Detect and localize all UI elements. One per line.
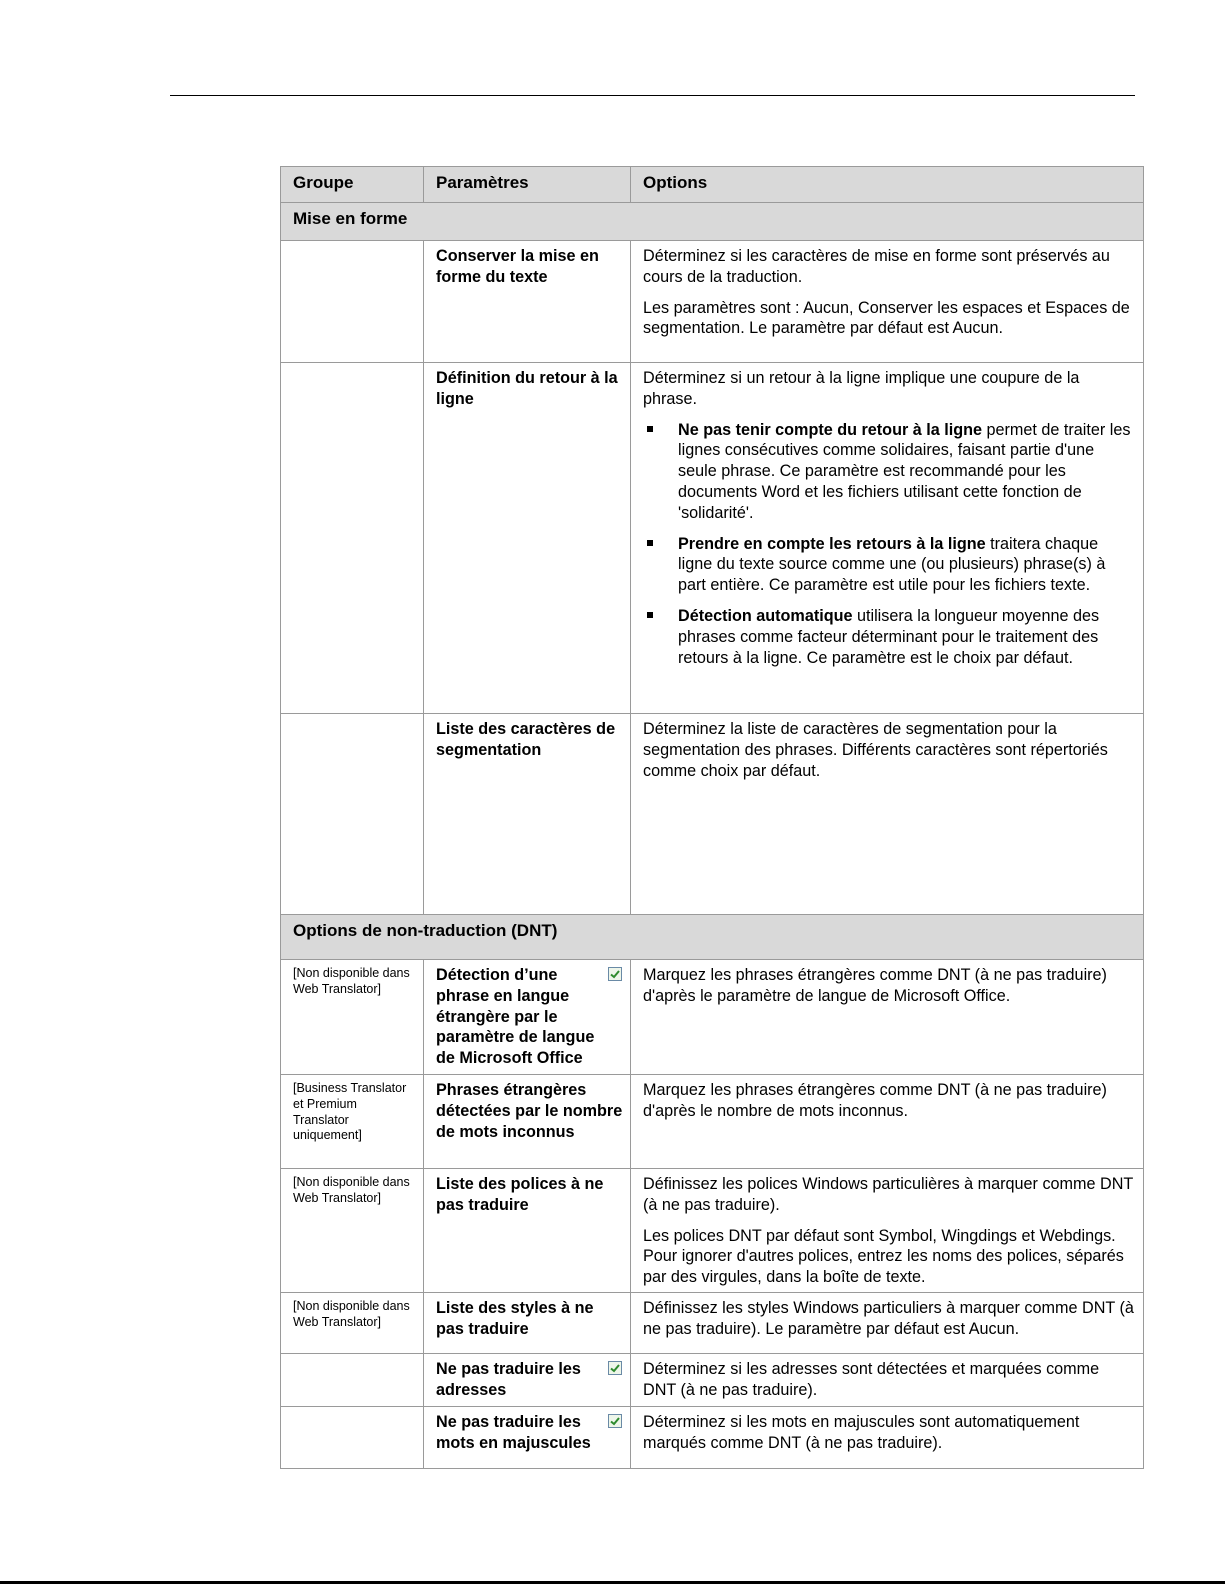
option-paragraph: Définissez les styles Windows particuliers à marquer comme DNT (à ne pas traduire). Le paramètre par défaut est Aucun. [643, 1298, 1134, 1338]
table-row [281, 1406, 1144, 1468]
param-cell [424, 363, 631, 714]
section-row [281, 915, 1144, 960]
group-cell: [Business Translator et Premium Translator uniquement] [281, 1075, 424, 1169]
group-cell: [Non disponible dans Web Translator] [281, 960, 424, 1075]
group-cell [281, 241, 424, 363]
option-paragraph: Les polices DNT par défaut sont Symbol, Wingdings et Webdings. Pour ignorer d'autres polices, entrez les noms des polices, séparés par des virgules, dans la boîte de texte. [643, 1226, 1124, 1287]
options-cell [631, 241, 1144, 363]
param-label: Détection d’une phrase en langue étrangère par le paramètre de langue de Microsoft Office [436, 966, 595, 1068]
bullet-text: traitera chaque ligne du texte source comme une (ou plusieurs) phrase(s) à part entière. Ce paramètre est utile pour les fichiers texte. [678, 534, 1106, 595]
param-label: Phrases étrangères détectées par le nombre de mots inconnus [436, 1081, 623, 1141]
group-cell: [Non disponible dans Web Translator] [281, 1169, 424, 1293]
param-cell [424, 1075, 631, 1169]
option-paragraph: Définissez les polices Windows particulières à marquer comme DNT (à ne pas traduire). [643, 1175, 1133, 1214]
option-paragraph: Déterminez si les caractères de mise en forme sont préservés au cours de la traduction. [643, 247, 1110, 286]
section-row [281, 203, 1144, 241]
bullet-term: Ne pas tenir compte du retour à la ligne [678, 420, 983, 439]
bullet-text: utilisera la longueur moyenne des phrases comme facteur déterminant pour le traitement des retours à la ligne. Ce paramètre est le choix par défaut. [678, 606, 1100, 667]
bullet-term: Détection automatique [678, 606, 853, 625]
checkbox-checked-icon[interactable] [608, 1361, 622, 1375]
options-cell [631, 960, 1144, 1075]
group-cell [281, 363, 424, 714]
group-cell [281, 714, 424, 915]
param-label: Ne pas traduire les mots en majuscules [436, 1412, 591, 1452]
param-label: Conserver la mise en forme du texte [436, 247, 599, 286]
option-paragraph: Les paramètres sont : Aucun, Conserver les espaces et Espaces de segmentation. Le paramètre par défaut est Aucun. [643, 298, 1130, 338]
bullet-item [643, 420, 1135, 524]
param-cell [424, 1169, 631, 1293]
section-title: Mise en forme [281, 203, 1144, 241]
bullet-text: permet de traiter les lignes consécutives comme solidaires, faisant partie d'une seule phrase. Ce paramètre est recommandé pour les documents Word et les fichiers utilisant cette fonction de 'solidarité'. [678, 420, 1131, 522]
options-cell [631, 1292, 1144, 1353]
options-cell [631, 714, 1144, 915]
param-label: Ne pas traduire les adresses [436, 1359, 581, 1399]
table-row [281, 960, 1144, 1075]
param-cell [424, 960, 631, 1075]
table-row [281, 1292, 1144, 1353]
column-header-group: Groupe [281, 167, 424, 203]
bullet-item [643, 534, 1135, 596]
options-cell [631, 1406, 1144, 1468]
table-header-row [281, 167, 1144, 203]
checkbox-checked-icon[interactable] [608, 1414, 622, 1428]
section-title: Options de non-traduction (DNT) [281, 915, 1144, 960]
option-bullet-list [643, 420, 1135, 669]
option-paragraph: Déterminez la liste de caractères de segmentation pour la segmentation des phrases. Différents caractères sont répertoriés comme choix par défaut. [643, 720, 1108, 780]
options-cell [631, 1353, 1144, 1406]
options-cell [631, 1075, 1144, 1169]
param-label: Liste des polices à ne pas traduire [436, 1175, 604, 1214]
option-paragraph: Déterminez si les mots en majuscules sont automatiquement marqués comme DNT (à ne pas traduire). [643, 1412, 1080, 1452]
param-cell [424, 714, 631, 915]
checkbox-checked-icon[interactable] [608, 967, 622, 981]
bullet-term: Prendre en compte les retours à la ligne [678, 534, 986, 553]
option-paragraph: Marquez les phrases étrangères comme DNT (à ne pas traduire) d'après le paramètre de langue de Microsoft Office. [643, 966, 1107, 1005]
param-cell [424, 1353, 631, 1406]
footer-rule [0, 1581, 1225, 1584]
header-rule [170, 95, 1135, 96]
param-cell [424, 241, 631, 363]
options-cell [631, 1169, 1144, 1293]
group-cell [281, 1353, 424, 1406]
param-label: Définition du retour à la ligne [436, 369, 618, 408]
option-paragraph: Déterminez si les adresses sont détectées et marquées comme DNT (à ne pas traduire). [643, 1359, 1100, 1399]
table-row [281, 1169, 1144, 1293]
option-paragraph: Marquez les phrases étrangères comme DNT (à ne pas traduire) d'après le nombre de mots inconnus. [643, 1081, 1107, 1120]
column-header-options: Options [631, 167, 1144, 203]
table-row [281, 1353, 1144, 1406]
table-row [281, 1075, 1144, 1169]
bullet-item [643, 606, 1135, 668]
table-row [281, 363, 1144, 714]
option-paragraph: Déterminez si un retour à la ligne implique une coupure de la phrase. [643, 369, 1080, 408]
column-header-param: Paramètres [424, 167, 631, 203]
table-row [281, 241, 1144, 363]
table-row [281, 714, 1144, 915]
group-cell [281, 1406, 424, 1468]
param-cell [424, 1292, 631, 1353]
settings-table [280, 166, 1144, 1469]
param-label: Liste des styles à ne pas traduire [436, 1298, 594, 1338]
param-cell [424, 1406, 631, 1468]
options-cell [631, 363, 1144, 714]
group-cell: [Non disponible dans Web Translator] [281, 1292, 424, 1353]
param-label: Liste des caractères de segmentation [436, 720, 616, 759]
